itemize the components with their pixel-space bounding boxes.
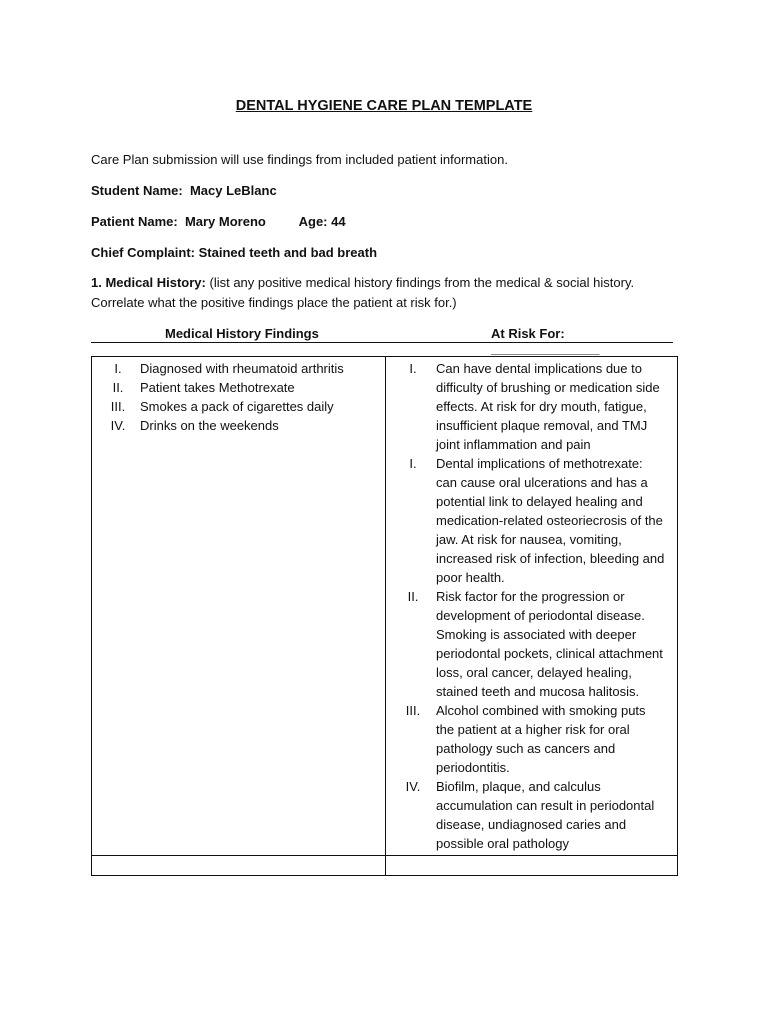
- risk-item: [390, 359, 671, 454]
- risk-item-number: I.: [409, 456, 417, 471]
- finding-item-text: Drinks on the weekends: [140, 418, 279, 433]
- patient-name-label: Patient Name:: [91, 214, 178, 229]
- finding-item-number: II.: [112, 380, 124, 395]
- empty-cell-right: [386, 856, 678, 876]
- intro-text: Care Plan submission will use findings from included patient information.: [91, 152, 508, 167]
- chief-complaint-value: Stained teeth and bad breath: [198, 245, 378, 260]
- finding-item-text: Smokes a pack of cigarettes daily: [140, 399, 334, 414]
- risk-item-number: III.: [405, 703, 421, 718]
- age-label: Age:: [298, 214, 328, 229]
- table-headers: [91, 326, 673, 356]
- table-row: [92, 357, 678, 856]
- risk-item-text: Dental implications of methotrexate: can cause oral ulcerations and has a potential link to delayed healing and medication-related osteoriecrosis of the jaw. At risk for nausea, vomiting, increased risk of infection, bleeding and poor health.: [436, 456, 665, 585]
- risk-item-text: Alcohol combined with smoking puts the patient at a higher risk for oral pathology such as cancers and periodontitis.: [436, 703, 646, 775]
- finding-item-text: Patient takes Methotrexate: [140, 380, 295, 395]
- finding-item: [96, 359, 379, 378]
- finding-item-number: IV.: [110, 418, 126, 433]
- medical-history-heading: 1. Medical History:: [91, 275, 206, 290]
- risk-item-text: Risk factor for the progression or development of periodontal disease. Smoking is associated with deeper periodontal pockets, clinical attachment loss, oral cancer, delayed healing, stained teeth and mucosa halitosis.: [436, 589, 663, 699]
- findings-list: [92, 357, 385, 437]
- document-title: DENTAL HYGIENE CARE PLAN TEMPLATE: [235, 98, 533, 114]
- risk-item-number: II.: [407, 589, 419, 604]
- risk-item-number: IV.: [405, 779, 421, 794]
- findings-cell: [92, 357, 386, 856]
- chief-complaint-label: Chief Complaint:: [91, 245, 195, 260]
- header-underline: [91, 342, 673, 343]
- risk-item-text: Can have dental implications due to difficulty of brushing or medication side effects. At risk for dry mouth, fatigue, insufficient plaque removal, and TMJ joint inflammation and pain: [436, 361, 660, 452]
- risks-cell: [386, 357, 678, 856]
- student-name-value: Macy LeBlanc: [189, 183, 277, 198]
- table-row-empty: [92, 856, 678, 876]
- risks-list: [386, 357, 677, 855]
- empty-cell-left: [92, 856, 386, 876]
- finding-item-number: I.: [114, 361, 122, 376]
- risk-item: [390, 454, 671, 587]
- finding-item-text: Diagnosed with rheumatoid arthritis: [140, 361, 344, 376]
- finding-item: [96, 378, 379, 397]
- medical-history-instructions-2: Correlate what the positive findings place the patient at risk for.): [91, 295, 457, 310]
- finding-item: [96, 397, 379, 416]
- patient-name-line: [91, 214, 346, 229]
- findings-column-header: Medical History Findings: [165, 326, 319, 341]
- risk-item: [390, 777, 671, 853]
- finding-item: [96, 416, 379, 435]
- risk-item: [390, 701, 671, 777]
- student-name-line: [91, 183, 277, 198]
- patient-name-value: Mary Moreno: [184, 214, 266, 229]
- chief-complaint-line: [91, 245, 377, 260]
- risk-item: [390, 587, 671, 701]
- finding-item-number: III.: [110, 399, 126, 414]
- risk-column-header: At Risk For: _______________: [491, 326, 600, 356]
- medical-history-table: [91, 356, 678, 876]
- medical-history-instructions-1: (list any positive medical history findings from the medical & social history.: [209, 275, 635, 290]
- medical-history-line1: [91, 275, 634, 290]
- student-name-label: Student Name:: [91, 183, 183, 198]
- age-value: 44: [331, 214, 346, 229]
- risk-item-text: Biofilm, plaque, and calculus accumulation can result in periodontal disease, undiagnosed caries and possible oral pathology: [436, 779, 655, 851]
- risk-item-number: I.: [409, 361, 417, 376]
